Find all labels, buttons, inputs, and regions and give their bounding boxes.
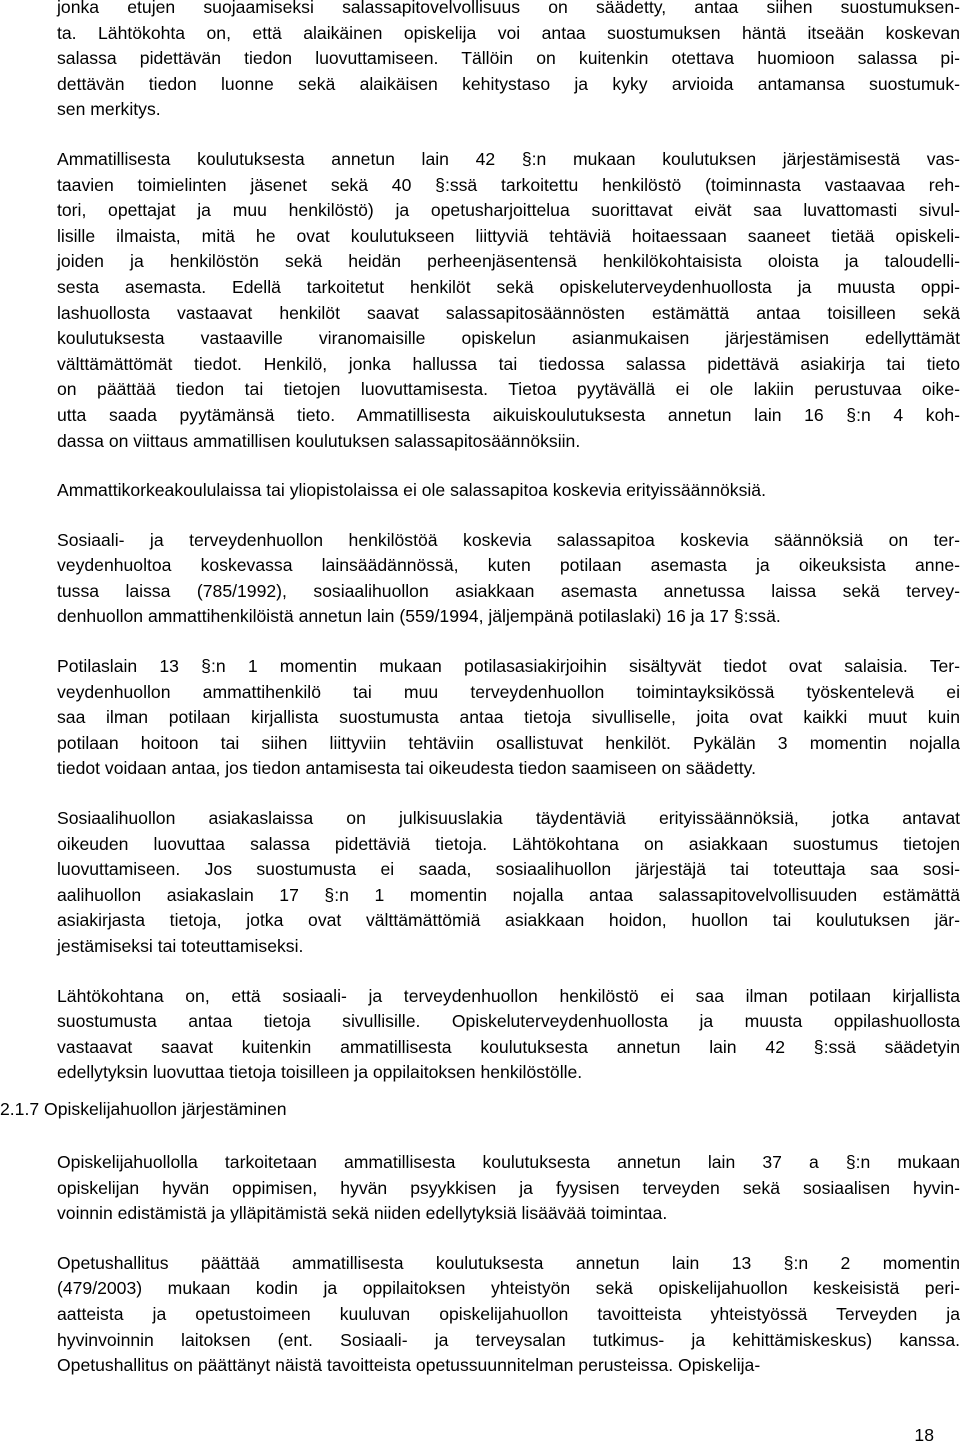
text-line: Opetushallitus päättää ammatillisesta koulutuksesta annetun lain 13 §:n 2 momentin [57, 1252, 960, 1273]
text-line: veydenhuoltoa koskevassa lainsäädännössä, kuten potilaan asemasta ja oikeuksista anne- [57, 555, 960, 576]
paragraph-gap [57, 960, 960, 984]
text-line: suostumusta antaa tietoja sivullisille. Opiskeluterveydenhuollosta ja muusta oppilashuollosta [57, 1011, 960, 1032]
paragraph-p3 [57, 478, 960, 504]
paragraph-p7 [57, 984, 960, 1086]
text-line: joiden ja henkilöstön sekä heidän perheenjäsentensä henkilökohtaisista oloista ja taloudelli- [57, 251, 960, 272]
text-line: Opetushallitus on päättänyt näistä tavoitteista opetussuunnitelman perusteissa. Opiskelija- [57, 1355, 761, 1376]
text-line: saa ilman potilaan kirjallista suostumusta antaa tietoja sivulliselle, joita ovat kaikki muut kuin [57, 707, 960, 728]
text-line: (479/2003) mukaan kodin ja oppilaitoksen yhteistyön sekä opiskelijahuollon keskeisistä peri- [57, 1278, 960, 1299]
text-line: Lähtökohtana on, että sosiaali- ja terveydenhuollon henkilöstö ei saa ilman potilaan kirjallista [57, 985, 960, 1006]
paragraph-gap [57, 630, 960, 654]
text-line: dettävän tiedon luonne sekä alaikäisen kehitystaso ja kyky arvioida antamansa suostumuk- [57, 73, 960, 94]
text-line: jestämiseksi tai toteuttamiseksi. [57, 936, 304, 956]
paragraph-p9 [57, 1251, 960, 1379]
text-line: opiskelijan hyvän oppimisen, hyvän psyykkisen ja fyysisen terveyden sekä sosiaalisen hyvin- [57, 1177, 960, 1198]
text-line: Ammatillisesta koulutuksesta annetun lain 42 §:n mukaan koulutuksen järjestämisestä vas- [57, 148, 960, 169]
text-line: voinnin edistämistä ja ylläpitämistä sekä niiden edellytyksiä lisäävää toimintaa. [57, 1203, 668, 1224]
paragraph-p6 [57, 806, 960, 960]
paragraph-p8 [57, 1150, 960, 1227]
text-line: Ammattikorkeakoululaissa tai yliopistolaissa ei ole salassapitoa koskevia erityissäännöksiä. [57, 480, 766, 501]
section-heading: 2.1.7 Opiskelijahuollon järjestäminen [0, 1099, 287, 1119]
paragraph-p2 [57, 147, 960, 454]
text-line: Potilaslain 13 §:n 1 momentin mukaan potilasasiakirjoihin sisältyvät tiedot ovat salaisia. Ter- [57, 656, 960, 677]
paragraph-gap [57, 782, 960, 806]
text-line: aalihuollon asiakaslain 17 §:n 1 momentin nojalla antaa salassapitovelvollisuuden estämättä [57, 884, 960, 905]
text-line: denhuollon ammattihenkilöistä annetun lain (559/1994, jäljempänä potilaslaki) 16 ja 17 §:ssä. [57, 606, 781, 627]
text-line: salassa pidettävän tiedon luovuttamiseen. Tällöin on kuitenkin otettava huomioon salassa pi- [57, 48, 960, 69]
text-line: ta. Lähtökohta on, että alaikäinen opiskelija voi antaa suostumuksen häntä itseään koskevan [57, 22, 960, 43]
page-number: 18 [914, 1425, 934, 1445]
text-line: taavien toimielinten jäsenet sekä 40 §:ssä tarkoitettu henkilöstö (toiminnasta vastaavaa reh- [57, 174, 960, 195]
text-line: asiakirjasta tietoja, jotka ovat välttämättömiä asiakkaan hoidon, huollon tai koulutuksen jär- [57, 910, 960, 931]
paragraph-gap [57, 454, 960, 478]
text-line: tori, opettajat ja muu henkilöstö) ja opetusharjoittelua suorittavat eivät saa luvattomasti sivul- [57, 200, 960, 221]
text-line: edellytyksin luovuttaa tietoja toisilleen ja oppilaitoksen henkilöstölle. [57, 1062, 583, 1083]
paragraph-gap [57, 123, 960, 147]
document-body-upper [57, 0, 960, 1086]
text-line: vastaavat saavat kuitenkin ammatillisesta koulutuksesta annetun lain 42 §:ssä säädetyin [57, 1036, 960, 1057]
paragraph-p1 [57, 0, 960, 123]
text-line: dassa on viittaus ammatillisen koulutuksen salassapitosäännöksiin. [57, 430, 581, 451]
text-line: sesta asemasta. Edellä tarkoitetut henkilöt sekä opiskeluterveydenhuollosta ja muusta oppi- [57, 276, 960, 297]
text-line: aatteista ja opetustoimeen kuuluvan opiskelijahuollon tavoitteista yhteistyössä Terveyden ja [57, 1303, 960, 1324]
paragraph-p4 [57, 528, 960, 630]
text-line: Opiskelijahuollolla tarkoitetaan ammatillisesta koulutuksesta annetun lain 37 a §:n mukaan [57, 1152, 960, 1172]
text-line: koulutuksesta vastaaville viranomaisille opiskelun asianmukaisen järjestämisen edellyttämät [57, 328, 960, 349]
text-line: Sosiaali- ja terveydenhuollon henkilöstöä koskevia salassapitoa koskevia säännöksiä on ter- [57, 529, 960, 550]
text-line: lisille ilmaista, mitä he ovat koulutukseen liittyviä tehtäviä hoitaessaan saaneet tietää opiskeli- [57, 225, 960, 246]
text-line: tussa laissa (785/1992), sosiaalihuollon asiakkaan asemasta annetussa laissa sekä tervey- [57, 580, 960, 601]
paragraph-gap [57, 504, 960, 528]
text-line: jonka etujen suojaamiseksi salassapitovelvollisuus on säädetty, antaa siihen suostumuksen- [57, 0, 960, 17]
paragraph-p5 [57, 654, 960, 782]
text-line: tiedot voidaan antaa, jos tiedon antamisesta tai oikeudesta tiedon saamiseen on säädetty. [57, 758, 756, 779]
paragraph-gap [57, 1227, 960, 1251]
text-line: lashuollosta vastaavat henkilöt saavat salassapitosäännösten estämättä antaa toisilleen sekä [57, 302, 960, 323]
text-line: on päättää tiedon tai tietojen luovuttamisesta. Tietoa pyytävällä ei ole lakiin perustuvaa oike- [57, 379, 960, 400]
document-body-lower [57, 1150, 960, 1379]
text-line: sen merkitys. [57, 99, 161, 120]
text-line: Sosiaalihuollon asiakaslaissa on julkisuuslakia täydentäviä erityissäännöksiä, jotka antavat [57, 808, 960, 829]
text-line: utta saada pyytämänsä tieto. Ammatillisesta aikuiskoulutuksesta annetun lain 16 §:n 4 koh- [57, 404, 960, 425]
text-line: hyvinvoinnin laitoksen (ent. Sosiaali- ja terveysalan tutkimus- ja kehittämiskeskus) kanssa. [57, 1329, 960, 1350]
text-line: luovuttamiseen. Jos suostumusta ei saada, sosiaalihuollon järjestäjä tai toteuttaja saa sosi- [57, 859, 960, 880]
text-line: potilaan hoitoon tai siihen liittyviin tehtäviin osallistuvat henkilöt. Pykälän 3 momentin nojalla [57, 732, 960, 753]
text-line: välttämättömät tiedot. Henkilö, jonka hallussa tai tiedossa salassa pidettävä asiakirja tai tieto [57, 353, 960, 374]
text-line: veydenhuollon ammattihenkilö tai muu terveydenhuollon toimintayksikössä työskentelevä ei [57, 681, 960, 702]
text-line: oikeuden luovuttaa salassa pidettäviä tietoja. Lähtökohtana on asiakkaan suostumus tietojen [57, 833, 960, 854]
